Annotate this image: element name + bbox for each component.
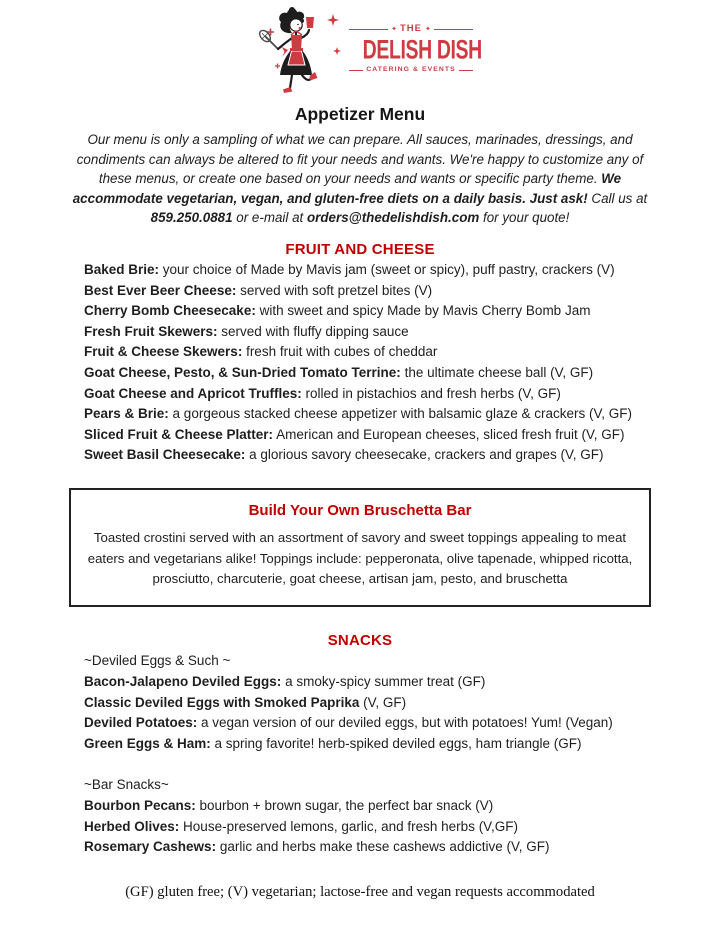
subsection-label-bar-snacks: ~Bar Snacks~ (84, 776, 169, 792)
menu-item (84, 404, 684, 425)
menu-item-desc: with sweet and spicy Made by Mavis Cherry Bomb Jam (255, 303, 591, 319)
menu-item-desc: House-preserved lemons, garlic, and fresh herbs (V,GF) (179, 818, 518, 834)
menu-item-name: Sliced Fruit & Cheese Platter: (84, 426, 274, 442)
menu-item-desc: American and European cheeses, sliced fresh fruit (V, GF) (273, 426, 625, 442)
menu-item-name: Bourbon Pecans: (84, 798, 196, 814)
menu-item (84, 796, 684, 817)
footer-note: (GF) gluten free; (V) vegetarian; lactose-free and vegan requests accommodated (125, 884, 595, 900)
intro-text: or e-mail at (232, 210, 307, 226)
menu-item-name: Green Eggs & Ham: (84, 736, 211, 752)
logo-rule (349, 70, 363, 71)
menu-item-desc: (V, GF) (359, 694, 407, 710)
menu-item (84, 384, 684, 405)
bruschetta-description: Toasted crostini served with an assortment of savory and sweet toppings appealing to meat eaters and vegetarians alike! Toppings include: pepperonata, olive tapenade, whipped ricotta, prosciutto, charcuterie, goat cheese, artisan jam, pesto, and bruschetta (87, 529, 633, 587)
menu-item-desc: fresh fruit with cubes of cheddar (242, 344, 438, 360)
drink-glass-icon (306, 17, 314, 28)
menu-item-desc: your choice of Made by Mavis jam (sweet or spicy), puff pastry, crackers (V) (159, 261, 615, 277)
bruschetta-heading: Build Your Own Bruschetta Bar (248, 501, 472, 519)
page-title: Appetizer Menu (294, 104, 426, 124)
menu-item (84, 301, 684, 322)
menu-item-name: Fruit & Cheese Skewers: (84, 344, 243, 360)
menu-item-desc: a spring favorite! herb-spiked deviled eggs, ham triangle (GF) (210, 736, 582, 752)
menu-item-name: Herbed Olives: (84, 818, 180, 834)
menu-item-desc: a glorious savory cheesecake, crackers and grapes (V, GF) (245, 447, 604, 463)
sparkle-icon (267, 29, 274, 36)
bar-snacks-items (84, 796, 684, 858)
logo-rule (349, 29, 388, 30)
menu-item (84, 342, 684, 363)
menu-item-desc: served with fluffy dipping sauce (217, 323, 409, 339)
menu-item (84, 734, 684, 755)
menu-item (84, 817, 684, 838)
sparkle-icon: ✦ (425, 25, 431, 33)
logo-tagline-row (349, 67, 473, 74)
menu-item (84, 837, 684, 858)
menu-item-name: Bacon-Jalapeno Deviled Eggs: (84, 674, 282, 690)
logo-name: DELISH DISH (362, 34, 482, 65)
menu-item-name: Goat Cheese and Apricot Truffles: (84, 385, 302, 401)
snacks-heading: SNACKS (327, 631, 393, 649)
menu-item-name: Best Ever Beer Cheese: (84, 282, 237, 298)
logo-the: THE (400, 23, 422, 35)
sparkle-icon: ✦ (391, 25, 397, 33)
intro-text: for your quote! (479, 210, 570, 226)
fruit-and-cheese-heading: FRUIT AND CHEESE (285, 240, 435, 258)
menu-item-desc: rolled in pistachios and fresh herbs (V, GF) (301, 385, 561, 401)
logo (0, 0, 720, 93)
menu-item-name: Baked Brie: (84, 261, 160, 277)
menu-item-desc: garlic and herbs make these cashews addictive (V, GF) (216, 839, 550, 855)
intro-text: Our menu is only a sampling of what we can prepare. All sauces, marinades, dressings, and condiments can always be altered to fit your needs and wants. We're happy to customize any of these menus, or create one based on your needs and wants or specific party theme. (76, 132, 644, 187)
menu-item-desc: the ultimate cheese ball (V, GF) (400, 364, 594, 380)
subsection-label-deviled-eggs: ~Deviled Eggs & Such ~ (84, 652, 231, 668)
menu-item (84, 425, 684, 446)
menu-item (84, 693, 684, 714)
menu-item-name: Cherry Bomb Cheesecake: (84, 303, 256, 319)
deviled-eggs-items (84, 672, 684, 754)
logo-tagline: CATERING & EVENTS (366, 65, 456, 73)
email-address: orders@thedelishdish.com (306, 210, 480, 226)
menu-item-desc: a vegan version of our deviled eggs, but with potatoes! Yum! (Vegan) (197, 715, 613, 731)
bruschetta-box (69, 488, 651, 607)
menu-item-desc: served with soft pretzel bites (V) (236, 282, 433, 298)
logo-woman-illustration (247, 5, 351, 93)
phone-number: 859.250.0881 (150, 210, 233, 226)
logo-rule (434, 29, 473, 30)
menu-item-name: Deviled Potatoes: (84, 715, 198, 731)
fruit-and-cheese-items (84, 260, 684, 466)
menu-item (84, 445, 684, 466)
logo-text (349, 23, 482, 73)
menu-item (84, 672, 684, 693)
intro-bold-note: We accommodate vegetarian, vegan, and gluten-free diets on a daily basis. Just ask! (72, 171, 622, 206)
menu-item-desc: a smoky-spicy summer treat (GF) (281, 674, 486, 690)
menu-item-name: Rosemary Cashews: (84, 839, 217, 855)
menu-item-name: Sweet Basil Cheesecake: (84, 447, 246, 463)
menu-item-name: Goat Cheese, Pesto, & Sun-Dried Tomato Terrine: (84, 364, 401, 380)
sparkle-icon (333, 47, 341, 55)
menu-item (84, 260, 684, 281)
intro-paragraph (60, 130, 660, 228)
logo-rule (459, 70, 473, 71)
logo-the-row (349, 24, 473, 34)
menu-item (84, 713, 684, 734)
intro-text: Call us at (591, 190, 648, 206)
menu-item (84, 322, 684, 343)
menu-item-desc: a gorgeous stacked cheese appetizer with balsamic glaze & crackers (V, GF) (168, 406, 633, 422)
sparkle-icon (327, 14, 339, 26)
menu-item-name: Pears & Brie: (84, 406, 169, 422)
menu-item (84, 281, 684, 302)
menu-item (84, 363, 684, 384)
menu-item-name: Classic Deviled Eggs with Smoked Paprika (84, 694, 360, 710)
menu-item-name: Fresh Fruit Skewers: (84, 323, 218, 339)
sparkle-icon (275, 64, 280, 69)
menu-item-desc: bourbon + brown sugar, the perfect bar snack (V) (195, 798, 494, 814)
